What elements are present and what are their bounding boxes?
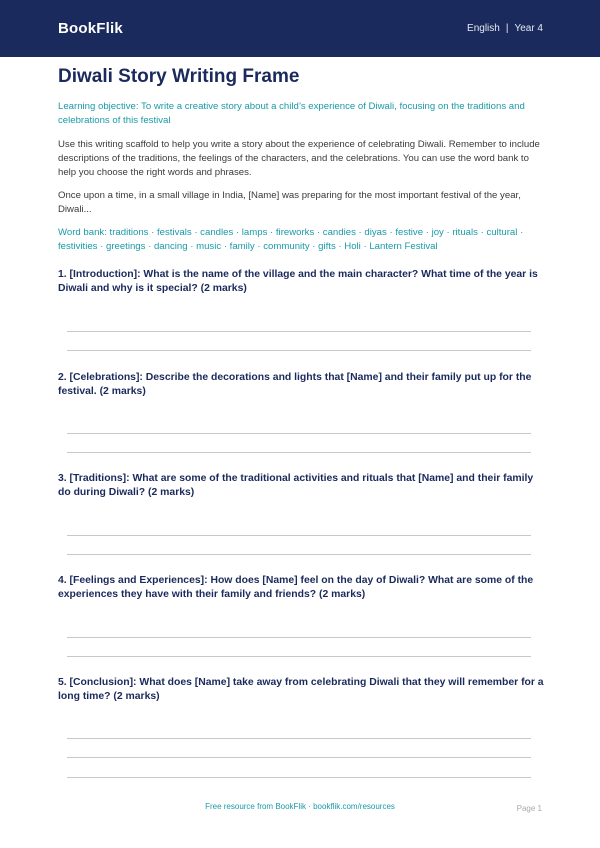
answer-line[interactable] bbox=[67, 554, 531, 555]
answer-line[interactable] bbox=[67, 350, 531, 351]
question-2: 2. [Celebrations]: Describe the decorations and lights that [Name] and their family put up for the festival. (2 marks) bbox=[58, 372, 532, 397]
header-meta bbox=[467, 23, 543, 34]
question-5: 5. [Conclusion]: What does [Name] take away from celebrating Diwali that they will remember for a long time? (2 marks) bbox=[58, 677, 544, 702]
learning-objective: Learning objective: To write a creative story about a child’s experience of Diwali, focusing on the traditions and celebrations of this festival bbox=[58, 101, 525, 126]
page-title: Diwali Story Writing Frame bbox=[58, 66, 300, 87]
page-number: Page 1 bbox=[516, 804, 542, 813]
word-bank: Word bank: traditions · festivals · candles · lamps · fireworks · candies · diyas · festive · joy · rituals · cultural · festivities · greetings · dancing · music · family · community · gifts · Holi · Lantern Festival bbox=[58, 227, 524, 252]
story-opening: Once upon a time, in a small village in India, [Name] was preparing for the most important festival of the year, Diwali... bbox=[58, 190, 521, 215]
answer-line[interactable] bbox=[67, 433, 531, 434]
answer-line[interactable] bbox=[67, 738, 531, 739]
year-label: Year 4 bbox=[514, 23, 543, 34]
answer-line[interactable] bbox=[67, 452, 531, 453]
page-header bbox=[0, 0, 600, 57]
brand-logo: BookFlik bbox=[58, 20, 123, 37]
intro-section bbox=[58, 66, 542, 254]
footer-credit: Free resource from BookFlik · bookflik.com/resources bbox=[205, 802, 395, 811]
instructions-text: Use this writing scaffold to help you write a story about the experience of celebrating Diwali. Remember to include descriptions of the traditions, the feelings of the characters, and the celebrations. You can use the word bank to help you choose the right words and phrases. bbox=[58, 139, 540, 178]
answer-line[interactable] bbox=[67, 637, 531, 638]
answer-line[interactable] bbox=[67, 535, 531, 536]
answer-line[interactable] bbox=[67, 757, 531, 758]
question-3: 3. [Traditions]: What are some of the traditional activities and rituals that [Name] and their family do during Diwali? (2 marks) bbox=[58, 473, 534, 498]
subject-label: English bbox=[467, 23, 500, 34]
question-1: 1. [Introduction]: What is the name of the village and the main character? What time of the year is Diwali and why is it special? (2 marks) bbox=[58, 269, 538, 294]
answer-line[interactable] bbox=[67, 656, 531, 657]
answer-line[interactable] bbox=[67, 331, 531, 332]
answer-line[interactable] bbox=[67, 777, 531, 778]
question-4: 4. [Feelings and Experiences]: How does [Name] feel on the day of Diwali? What are some of the experiences they have with their family and friends? (2 marks) bbox=[58, 575, 534, 600]
meta-separator: | bbox=[505, 23, 509, 34]
